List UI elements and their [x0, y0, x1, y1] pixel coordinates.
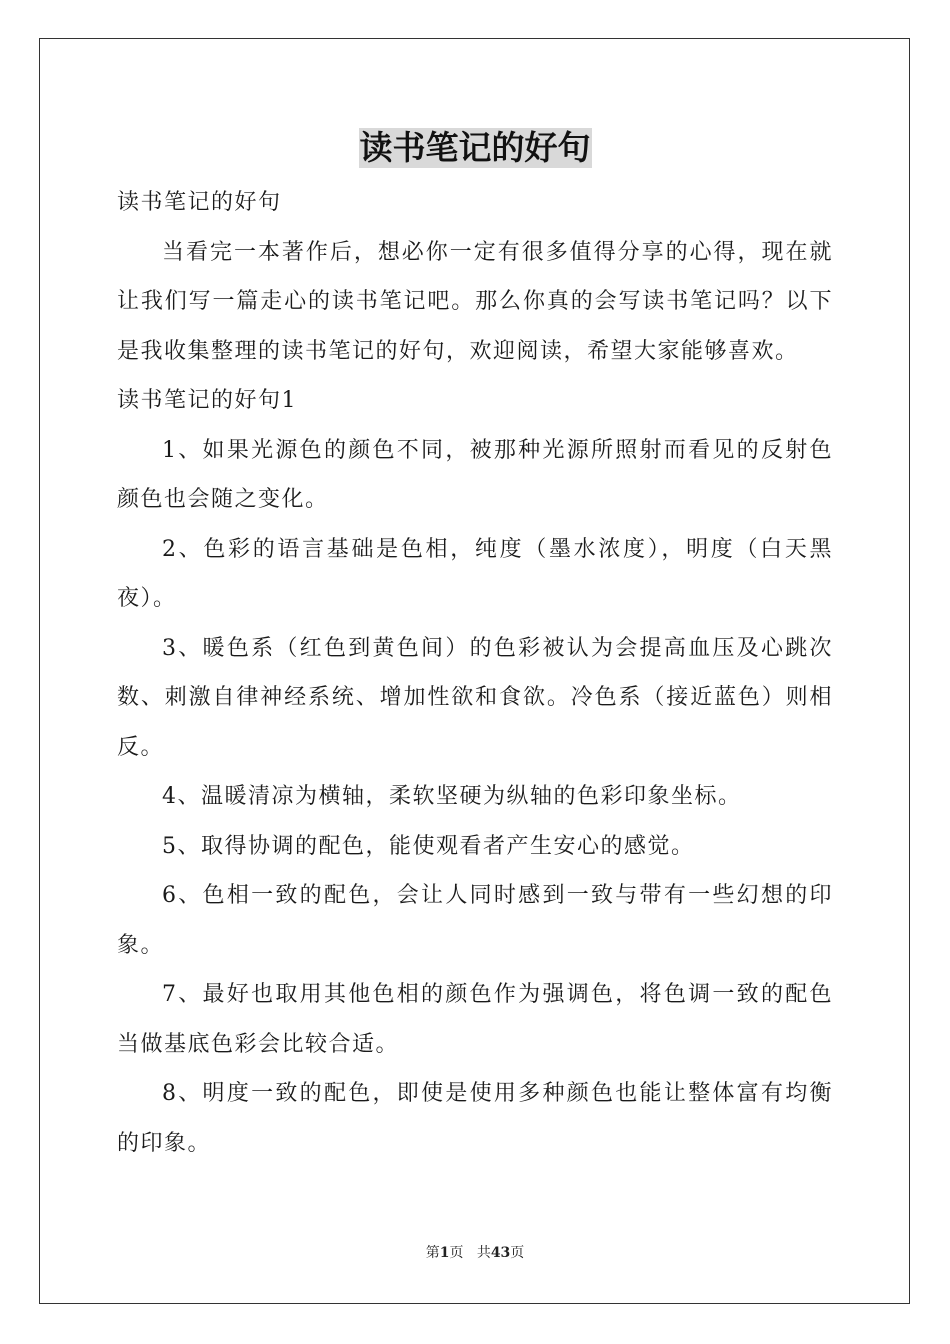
- section-heading: 读书笔记的好句1: [117, 388, 297, 413]
- total-pages: 43: [490, 1245, 511, 1261]
- title-container: [0, 128, 950, 168]
- list-item: 3、暖色系（红色到黄色间）的色彩被认为会提高血压及心跳次数、刺激自律神经系统、增加性欲和食欲。冷色系（接近蓝色）则相反。: [117, 635, 833, 760]
- list-item: 6、色相一致的配色，会让人同时感到一致与带有一些幻想的印象。: [117, 883, 833, 958]
- total-suffix: 页: [510, 1245, 525, 1261]
- list-item: 4、温暖清凉为横轴，柔软坚硬为纵轴的色彩印象坐标。: [162, 784, 742, 809]
- total-prefix: 共: [476, 1245, 491, 1261]
- document-body: [117, 178, 833, 1168]
- document-title: 读书笔记的好句: [359, 128, 591, 167]
- page-number: 1: [439, 1245, 450, 1261]
- list-item: 2、色彩的语言基础是色相，纯度（墨水浓度），明度（白天黑夜）。: [117, 536, 833, 611]
- page-suffix: 页: [449, 1245, 464, 1261]
- list-item: 5、取得协调的配色，能使观看者产生安心的感觉。: [162, 833, 695, 859]
- page-prefix: 第: [425, 1245, 440, 1261]
- list-item: 8、明度一致的配色，即使是使用多种颜色也能让整体富有均衡的印象。: [117, 1081, 833, 1156]
- intro-paragraph: 当看完一本著作后，想必你一定有很多值得分享的心得，现在就让我们写一篇走心的读书笔记吧。那么你真的会写读书笔记吗？以下是我收集整理的读书笔记的好句，欢迎阅读，希望大家能够喜欢。: [117, 239, 833, 364]
- page-footer: [0, 1242, 950, 1262]
- list-item: 7、最好也取用其他色相的颜色作为强调色，将色调一致的配色当做基底色彩会比较合适。: [117, 982, 833, 1057]
- document-subtitle: 读书笔记的好句: [117, 190, 282, 215]
- list-item: 1、如果光源色的颜色不同，被那种光源所照射而看见的反射色颜色也会随之变化。: [117, 437, 833, 512]
